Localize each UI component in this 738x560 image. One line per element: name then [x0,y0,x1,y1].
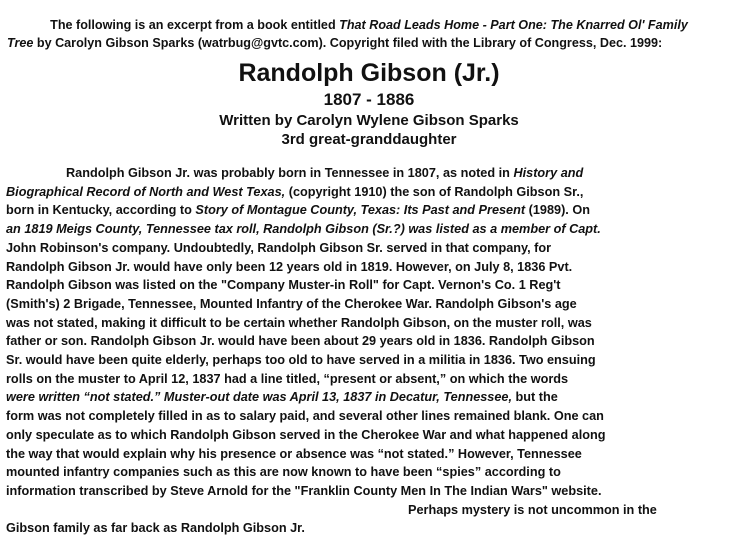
body-line: the way that would explain why his presence or absence was “not stated.” However, Tennessee [6,446,582,461]
book-title-end: Tree [7,36,34,50]
body-line: Gibson family as far back as Randolph Gibson Jr. [6,521,305,536]
body-text: born in Kentucky, according to [6,203,196,218]
body-line: Randolph Gibson was listed on the "Company Muster-in Roll" for Capt. Vernon's Co. 1 Reg't [6,278,561,293]
body-line [6,183,734,202]
body-line: Perhaps mystery is not uncommon in the [408,502,657,517]
page-title: Randolph Gibson (Jr.) [238,59,500,87]
body-line: father or son. Randolph Gibson Jr. would have been about 29 years old in 1836. Randolph Gibson [6,334,595,349]
body-line: form was not completely filled in as to salary paid, and several other lines remained blank. One can [6,409,604,424]
article-body [6,164,734,538]
excerpt-notice-text: The following is an excerpt from a book entitled [50,18,340,32]
body-text: Randolph Gibson Jr. was probably born in Tennessee in 1807, as noted in [66,166,514,180]
body-line: mounted infantry companies such as this are now known to have been “spies” according to [6,465,561,480]
source-title: History and [513,166,584,180]
excerpt-notice [6,16,732,52]
body-text: (copyright 1910) the son of Randolph Gibson Sr., [285,184,584,199]
body-text: were written “not stated.” Muster-out date was April 13, 1837 in Decatur, Tennessee, [6,390,512,405]
source-title: Story of Montague County, Texas: Its Past and Present [195,203,526,218]
excerpt-notice-line-1 [6,16,732,34]
body-line: Sr. would have been quite elderly, perhaps too old to have served in a militia in 1836. Two ensuing [6,353,596,368]
author-byline: Written by Carolyn Wylene Gibson Sparks [219,112,519,129]
excerpt-notice-line-2 [6,34,732,52]
body-line [6,388,734,407]
body-line: only speculate as to which Randolph Gibson served in the Cherokee War and what happened along [6,427,606,442]
body-line: rolls on the muster to April 12, 1837 had a line titled, “present or absent,” on which the words [6,371,569,386]
source-title: Biographical Record of North and West Texas, [6,184,286,199]
body-line: John Robinson's company. Undoubtedly, Randolph Gibson Sr. served in that company, for [6,240,552,255]
body-line [6,164,734,183]
life-years: 1807 - 1886 [323,90,415,109]
body-text: (1989). On [525,203,590,218]
copyright-text: by Carolyn Gibson Sparks (watrbug@gvtc.com). Copyright filed with the Library of Congress, Dec. 1999: [33,36,663,50]
body-line [6,201,734,220]
body-line: was not stated, making it difficult to be certain whether Randolph Gibson, on the muster roll, was [6,315,592,330]
body-line: (Smith's) 2 Brigade, Tennessee, Mounted Infantry of the Cherokee War. Randolph Gibson's age [6,296,577,311]
body-text: an 1819 Meigs County, Tennessee tax roll, Randolph Gibson (Sr.?) was listed as a member of Capt. [6,222,601,237]
body-line: Randolph Gibson Jr. would have only been 12 years old in 1819. However, on July 8, 1836 Pvt. [6,259,573,274]
book-title: That Road Leads Home - Part One: The Knarred Ol' Family [339,18,688,32]
body-line [6,220,734,239]
body-line: information transcribed by Steve Arnold for the "Franklin County Men In The Indian Wars" website. [6,483,602,498]
author-relation: 3rd great-granddaughter [281,131,457,148]
body-text: but the [512,390,558,405]
